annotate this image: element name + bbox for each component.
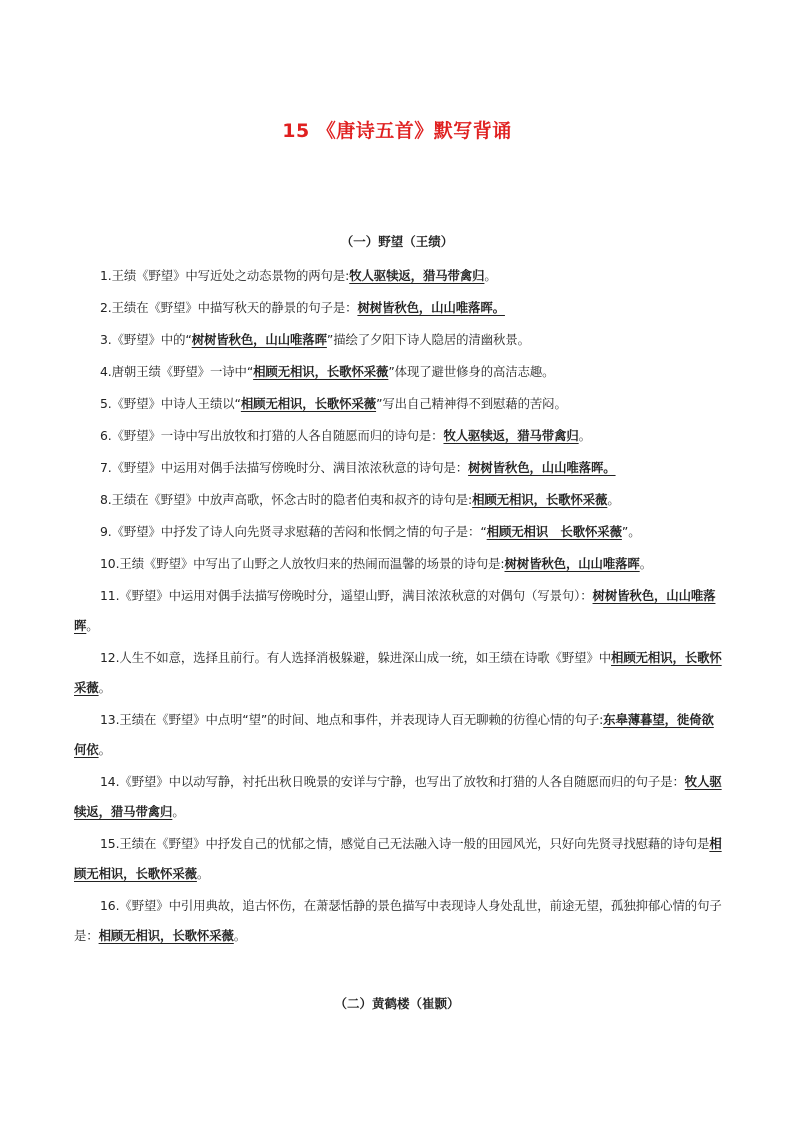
answer-text: 牧人驱犊返，猎马带禽归	[349, 268, 485, 283]
answer-text: 树树皆秋色，山山唯落晖	[191, 332, 327, 347]
question-suffix: 。	[98, 742, 111, 757]
question-text: 12.人生不如意，选择且前行。有人选择消极躲避，躲进深山成一统，如王绩在诗歌《野望》中	[100, 650, 612, 665]
question-suffix: 。	[639, 556, 652, 571]
question-suffix: ”。	[621, 524, 641, 539]
question-suffix: 。	[607, 492, 620, 507]
question-text: 11.《野望》中运用对偶手法描写傍晚时分，遥望山野，满目浓浓秋意的对偶句（写景句）：	[100, 588, 593, 603]
question-text: 14.《野望》中以动写静，衬托出秋日晚景的安详与宁静，也写出了放牧和打猎的人各自随愿而归的句子是：	[100, 774, 685, 789]
answer-text: 东皋薄暮望，徙倚欲何依	[74, 712, 714, 757]
question-text: 15.王绩在《野望》中抒发自己的忧郁之情，感觉自己无法融入诗一般的田园风光，只好向先贤寻找慰藉的诗句是	[100, 836, 710, 851]
question-item	[74, 357, 726, 387]
section-heading-yewang: （一）野望（王绩）	[340, 234, 454, 249]
question-text: 7.《野望》中运用对偶手法描写傍晚时分、满目浓浓秋意的诗句是：	[100, 460, 469, 475]
answer-text: 树树皆秋色，山山唯落晖。	[357, 300, 505, 315]
answer-text: 相顾无相识，长歌怀采薇	[74, 836, 722, 881]
question-text: 6.《野望》一诗中写出放牧和打猎的人各自随愿而归的诗句是：	[100, 428, 444, 443]
question-item	[74, 705, 726, 765]
answer-text: 相顾无相识，长歌怀采薇	[472, 492, 608, 507]
question-text: 2.王绩在《野望》中描写秋天的静景的句子是：	[100, 300, 358, 315]
answer-text: 相顾无相识 长歌怀采薇	[486, 524, 622, 539]
question-suffix: ”写出自己精神得不到慰藉的苦闷。	[376, 396, 567, 411]
question-item	[74, 453, 726, 483]
question-text: 8.王绩在《野望》中放声高歌，怀念古时的隐者伯夷和叔齐的诗句是:	[100, 492, 473, 507]
question-item	[74, 829, 726, 889]
question-suffix: 。	[172, 804, 185, 819]
question-item	[74, 261, 726, 291]
question-suffix: 。	[484, 268, 497, 283]
question-item	[74, 891, 726, 951]
answer-text: 相顾无相识，长歌怀采薇	[74, 650, 722, 695]
answer-text: 相顾无相识，长歌怀采薇	[240, 396, 377, 411]
question-text: 5.《野望》中诗人王绩以“	[100, 396, 241, 411]
question-list	[74, 261, 726, 953]
question-item	[74, 389, 726, 419]
question-item	[74, 581, 726, 641]
section-heading-huanghelou: （二）黄鹤楼（崔颢）	[334, 996, 460, 1011]
answer-text: 相顾无相识，长歌怀采薇	[253, 364, 389, 379]
question-text: 3.《野望》中的“	[100, 332, 192, 347]
page-title: 15 《唐诗五首》默写背诵	[282, 120, 512, 142]
question-item	[74, 643, 726, 703]
answer-text: 相顾无相识，长歌怀采薇	[98, 928, 234, 943]
question-text: 9.《野望》中抒发了诗人向先贤寻求慰藉的苦闷和怅惘之情的句子是：“	[100, 524, 487, 539]
question-item	[74, 485, 726, 515]
question-text: 4.唐朝王绩《野望》一诗中“	[100, 364, 254, 379]
answer-text: 牧人驱犊返，猎马带禽归	[74, 774, 722, 819]
answer-text: 树树皆秋色，山山唯落晖	[504, 556, 640, 571]
question-item	[74, 517, 726, 547]
question-suffix: ”描绘了夕阳下诗人隐居的清幽秋景。	[326, 332, 530, 347]
question-text: 16.《野望》中引用典故，追古怀伤，在萧瑟恬静的景色描写中表现诗人身处乱世，前途无望，孤独抑郁心情的句子是：	[74, 898, 722, 943]
question-suffix: 。	[233, 928, 247, 943]
question-text: 10.王绩《野望》中写出了山野之人放牧归来的热闹而温馨的场景的诗句是:	[100, 556, 505, 571]
question-suffix: 。	[578, 428, 591, 443]
question-item	[74, 293, 726, 323]
question-suffix: ”体现了避世修身的高洁志趣。	[388, 364, 555, 379]
answer-text: 树树皆秋色，山山唯落晖。	[468, 460, 616, 475]
question-suffix: 。	[86, 618, 99, 633]
question-item	[74, 325, 726, 355]
question-item	[74, 549, 726, 579]
question-suffix: 。	[98, 680, 111, 695]
answer-text: 牧人驱犊返，猎马带禽归	[443, 428, 579, 443]
question-item	[74, 767, 726, 827]
answer-text: 树树皆秋色，山山唯落晖	[74, 588, 716, 633]
question-text: 1.王绩《野望》中写近处之动态景物的两句是:	[100, 268, 350, 283]
question-text: 13.王绩在《野望》中点明“望”的时间、地点和事件，并表现诗人百无聊赖的彷徨心情的句子:	[100, 712, 604, 727]
question-item	[74, 421, 726, 451]
question-suffix: 。	[196, 866, 210, 881]
